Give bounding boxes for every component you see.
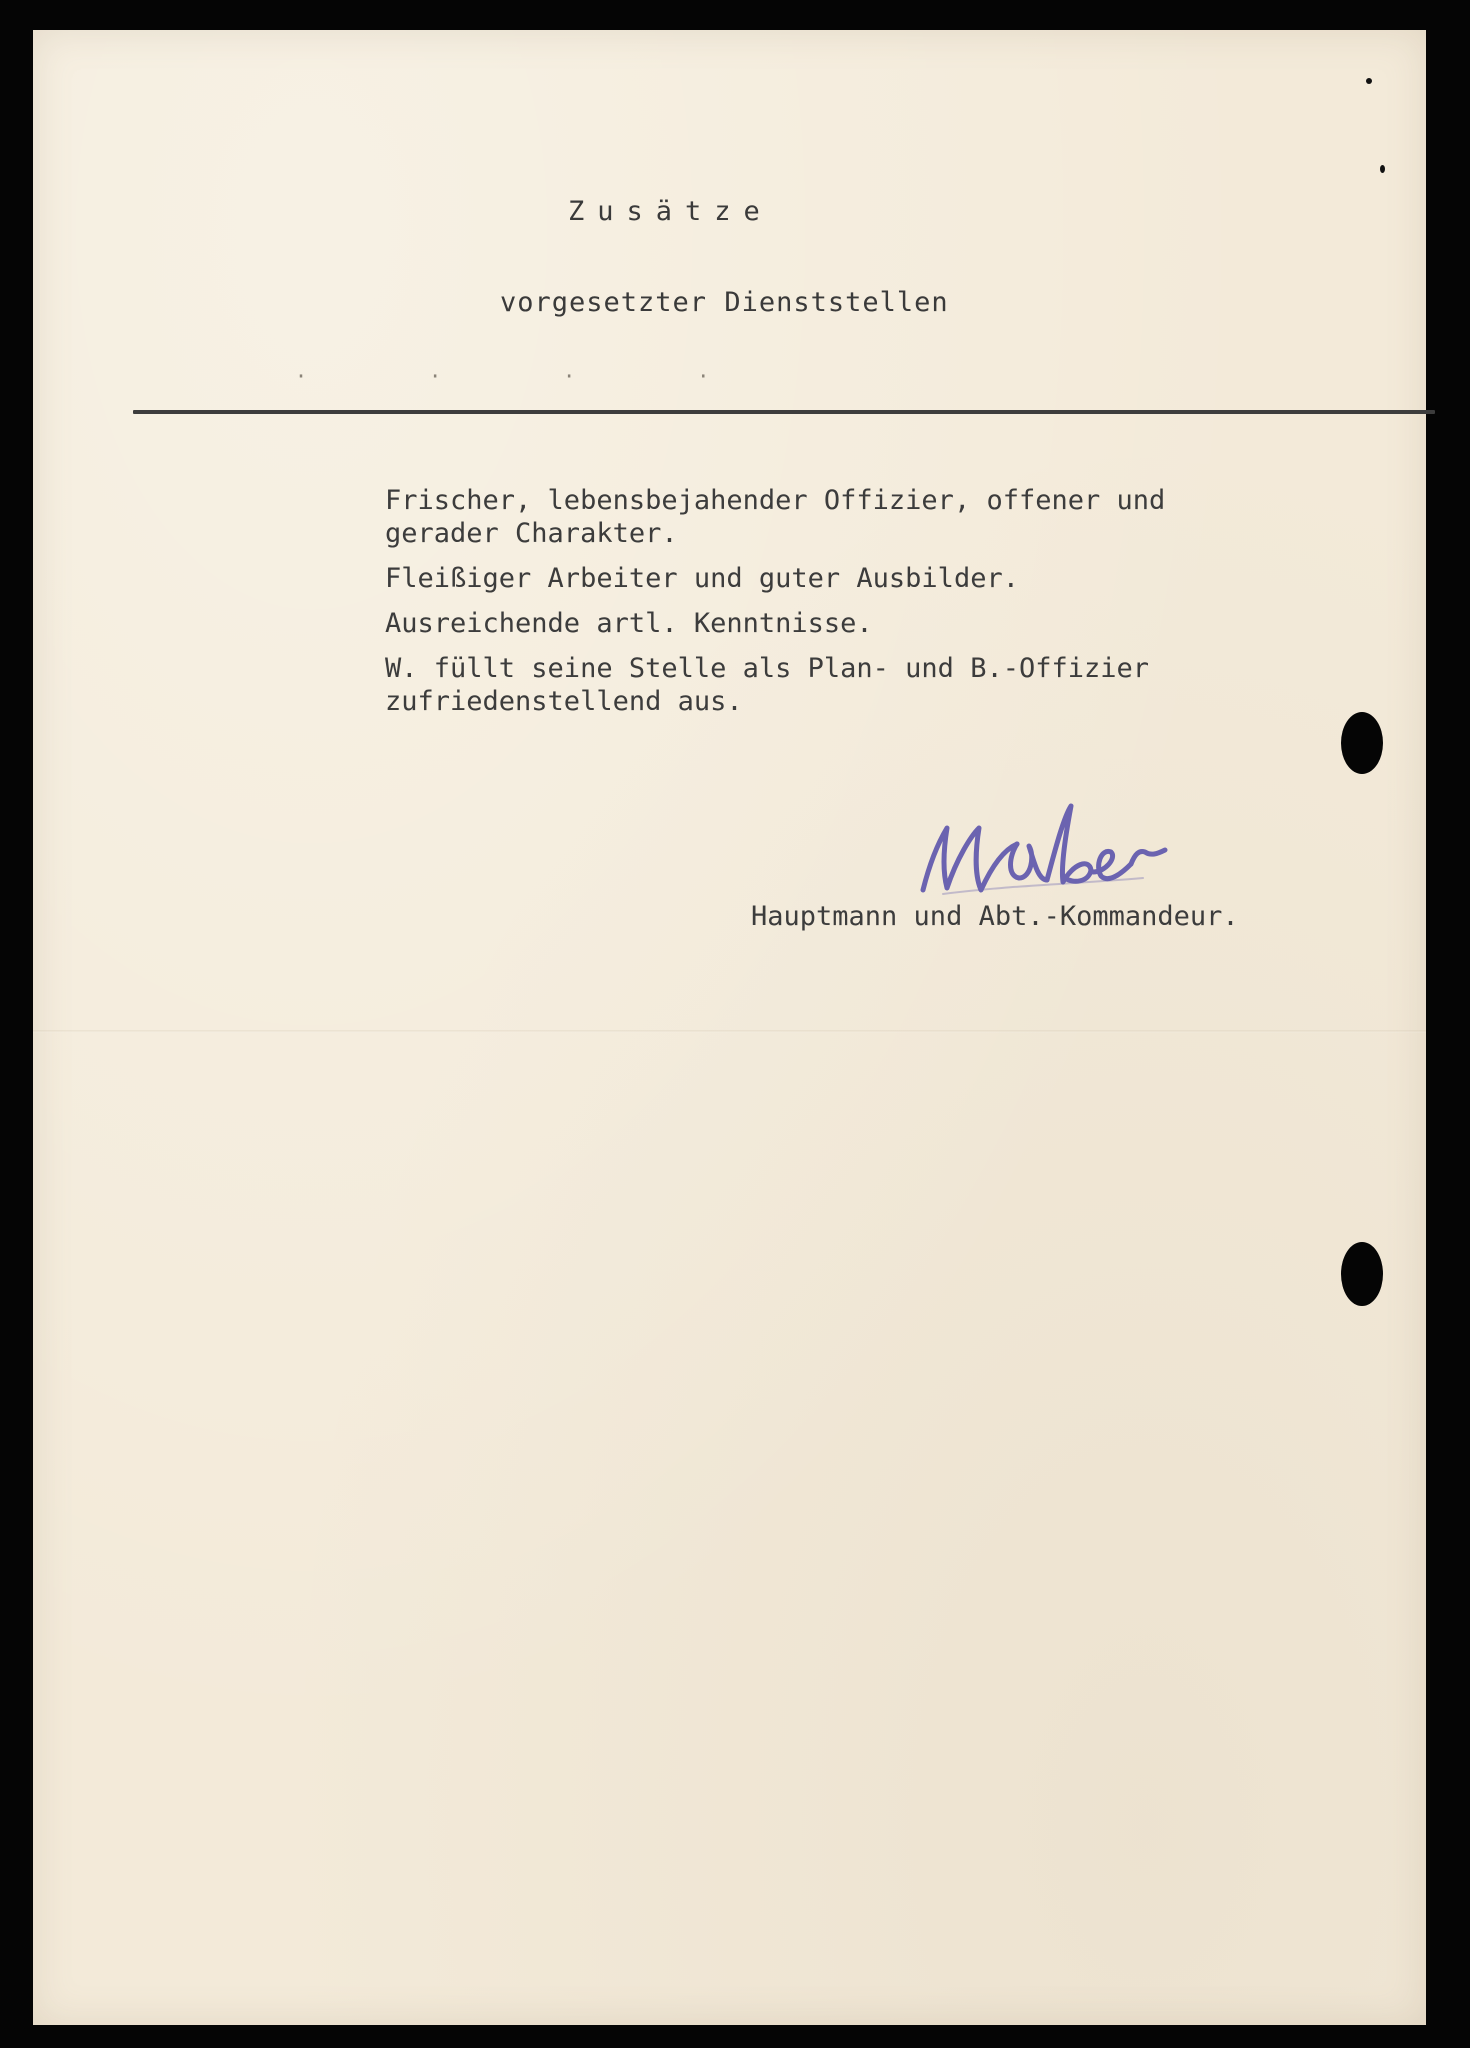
remark-paragraph: Frischer, lebensbejahender Offizier, offener und gerader Charakter. xyxy=(385,485,1166,549)
document-page xyxy=(33,30,1426,2025)
faint-marks: · · · · xyxy=(295,364,765,388)
document-title: Zusätze xyxy=(568,196,773,227)
remark-paragraph: Ausreichende artl. Kenntnisse. xyxy=(385,608,873,639)
horizontal-rule xyxy=(133,410,1435,414)
paper-fold xyxy=(33,1030,1426,1033)
handwritten-signature xyxy=(913,798,1183,912)
remarks-block xyxy=(385,484,1285,730)
remark-paragraph: W. füllt seine Stelle als Plan- und B.-Offizier zufriedenstellend aus. xyxy=(385,653,1150,717)
punch-hole-top xyxy=(1341,712,1383,774)
signer-rank: Hauptmann und Abt.-Kommandeur. xyxy=(751,901,1239,932)
ink-speck xyxy=(1380,165,1385,173)
signature-drawing xyxy=(913,798,1183,908)
remark-paragraph: Fleißiger Arbeiter und guter Ausbilder. xyxy=(385,563,1019,594)
document-subtitle: vorgesetzter Dienststellen xyxy=(500,287,949,318)
ink-speck xyxy=(1366,78,1372,84)
punch-hole-bottom xyxy=(1341,1242,1383,1306)
